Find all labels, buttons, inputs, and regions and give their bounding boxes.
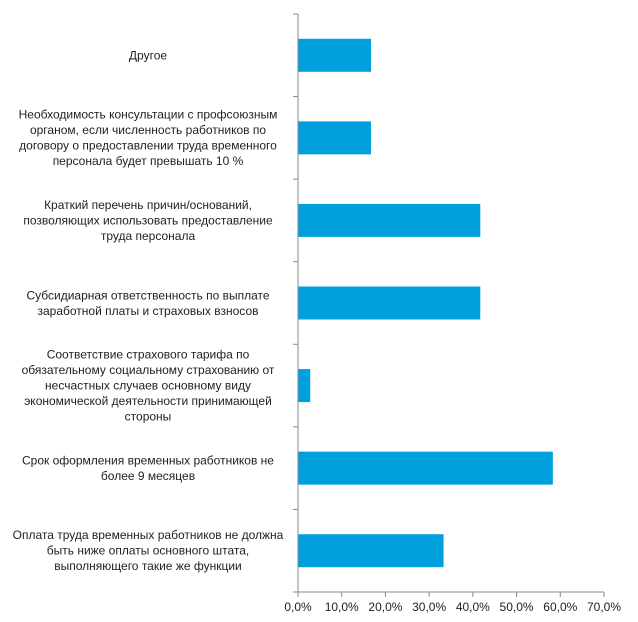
x-tick-label-7: 70,0% — [586, 600, 622, 614]
bar-0 — [298, 39, 371, 72]
category-label-line: Срок оформления временных работников не — [22, 453, 274, 468]
category-label-line: выполняющего такие же функции — [54, 559, 242, 574]
bar-5 — [298, 452, 553, 485]
x-tick-label-4: 40,0% — [455, 600, 490, 614]
x-tick-label-3: 30,0% — [412, 600, 447, 614]
category-label-line: позволяющих использовать предоставление — [23, 213, 273, 228]
category-label-line: быть ниже оплаты основного штата, — [46, 543, 250, 558]
category-label-line: стороны — [124, 409, 172, 424]
category-label-4 — [22, 348, 275, 424]
bar-2 — [298, 204, 480, 237]
category-label-1 — [19, 108, 278, 169]
category-label-3 — [26, 288, 269, 318]
category-label-6 — [13, 528, 284, 573]
x-tick-label-6: 60,0% — [543, 600, 578, 614]
category-label-line: заработной платы и страховых взносов — [37, 303, 259, 318]
category-label-line: Краткий перечень причин/оснований, — [44, 197, 252, 212]
x-tick-label-1: 10,0% — [324, 600, 359, 614]
category-label-line: несчастных случаев основному виду — [45, 378, 251, 393]
x-tick-label-5: 50,0% — [499, 600, 534, 614]
category-label-line: органом, если численность работников по — [29, 123, 267, 138]
category-label-line: обязательному социальному страхованию от — [21, 363, 275, 378]
category-label-line: Соответствие страхового тарифа по — [46, 347, 250, 362]
category-labels — [13, 48, 284, 573]
category-label-line: договору о предоставлении труда временного — [19, 138, 277, 153]
bars-group — [298, 39, 553, 567]
category-label-2 — [23, 198, 273, 243]
bar-6 — [298, 534, 444, 567]
x-tick-label-2: 20,0% — [368, 600, 403, 614]
category-label-line: Необходимость консультации с профсоюзным — [18, 107, 278, 122]
category-label-5 — [22, 453, 274, 483]
x-tick-label-0: 0,0% — [284, 600, 312, 614]
category-label-line: экономической деятельности принимающей — [24, 394, 272, 409]
category-label-line: труда персонала — [100, 228, 196, 243]
category-label-line: Субсидиарная ответственность по выплате — [26, 288, 270, 303]
category-label-line: персонала будет превышать 10 % — [52, 154, 244, 169]
tick-labels — [284, 600, 621, 614]
category-label-0 — [129, 48, 167, 62]
category-label-line: Оплата труда временных работников не должна — [12, 528, 284, 543]
category-label-line: более 9 месяцев — [100, 468, 196, 483]
bar-3 — [298, 287, 480, 320]
bar-1 — [298, 121, 371, 154]
bar-4 — [298, 369, 310, 402]
category-label-line: Другое — [128, 48, 168, 63]
